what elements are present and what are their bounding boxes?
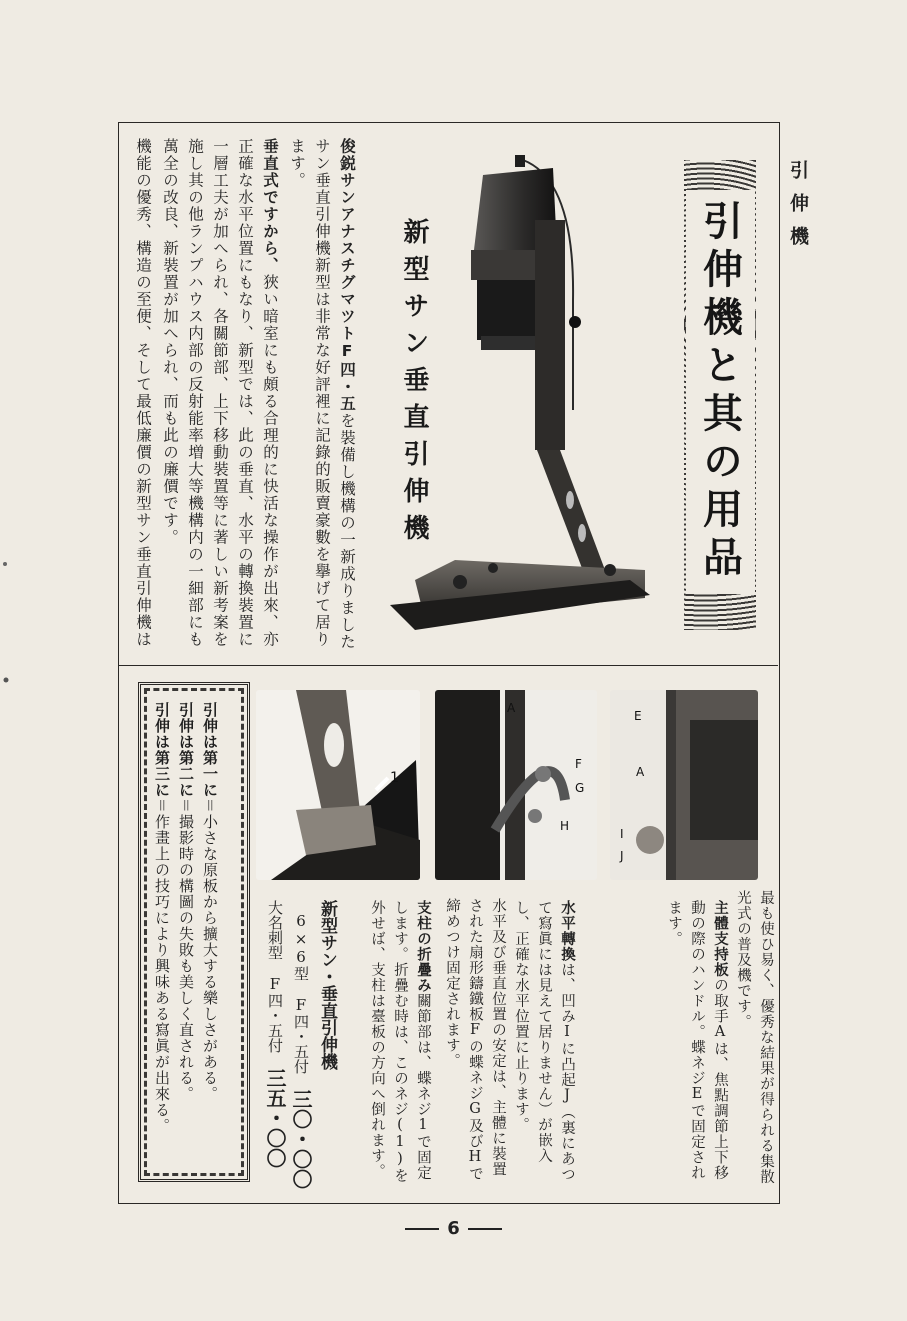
label-h: H	[560, 819, 570, 833]
intro-paragraph-1	[284, 138, 359, 658]
support-plate-highlight: 主體支持板	[712, 900, 728, 978]
binding-marks	[2, 560, 10, 690]
benefit-line-2	[174, 702, 198, 1172]
intro-text	[128, 138, 359, 658]
price-model: 6×6型	[292, 912, 310, 981]
label-i: I	[620, 827, 624, 841]
banner-title-panel	[684, 160, 756, 630]
price-row-meishi	[262, 900, 288, 1190]
folding-column-paragraph	[365, 900, 434, 1190]
support-plate-text	[662, 890, 777, 1190]
benefit-label: 引伸は第三に	[153, 702, 171, 798]
label-e: E	[634, 709, 642, 723]
product-title: 新型サン垂直引伸機	[399, 218, 429, 551]
intro-paragraph-3: 機能の優秀、構造の至便、そして最低廉價の新型サン垂直引伸機は	[134, 138, 152, 648]
benefit-line-3	[150, 702, 174, 1172]
intro-paragraph-1-text: を裝備し機構の一新成りましたサン垂直引伸機新型は非常な好評裡に記錄的販賣豪數を擧げて居ります。	[288, 138, 356, 651]
benefit-line-1	[198, 702, 222, 1172]
folding-column-highlight: 支柱の折疊み	[415, 900, 431, 993]
intro-paragraph-2-text: 狹い暗室にも頗る合理的に快活な操作が出來、亦正確な水平位置にもなり、新型では、此の垂直、水平の轉換裝置に一層工夫が加へられ、各關節部、上下移動裝置等に著しい新考案を施し其の他ランプハウス内部の反射能率増大等機構内の一細部にも萬全の改良、新裝置が加へられ、而も此の廉價です。	[161, 138, 279, 648]
price-heading: 新型サン・垂直引伸機	[317, 900, 337, 1070]
label-a2: A	[636, 765, 645, 779]
tilt-joint-photo	[610, 690, 758, 880]
folding-column-text	[365, 890, 434, 1190]
price-amount: 三五・〇〇	[263, 1068, 287, 1168]
horizontal-switch-highlight: 水平轉換	[559, 900, 575, 962]
benefit-label: 引伸は第一に	[201, 702, 219, 798]
price-lens: F四・五付	[266, 975, 284, 1053]
price-row-6x6	[288, 912, 314, 1190]
fan-plate-photo	[435, 690, 597, 880]
column-joint-photo	[256, 690, 420, 880]
section-divider	[118, 665, 778, 666]
popular-model-text: 最も使ひ易く、優秀な結果が得られる集散光式の普及機です。	[735, 890, 774, 1185]
page-number: 6	[0, 1218, 907, 1239]
label-j: J	[620, 849, 624, 863]
section-tab: 引伸機	[787, 160, 809, 259]
benefit-text: ＝作畫上の技巧により興味ある寫眞が出來る。	[153, 798, 171, 1134]
benefit-label: 引伸は第二に	[177, 702, 195, 798]
benefit-text: ＝撮影時の構圖の失敗も美しく直される。	[177, 798, 195, 1102]
price-lens: F四・五付	[292, 996, 310, 1074]
intro-lens-highlight: 俊鋭サンアナスチグマツトF四・五	[338, 138, 356, 413]
support-plate-paragraph	[662, 900, 731, 1190]
folding-column-paragraph-text: 關節部は、蝶ネジ1で固定します。折疊む時は、このネジ(1)を外せば、支柱は臺板の方向へ倒れます。	[369, 900, 431, 1184]
enlarging-benefits-text	[150, 702, 222, 1172]
label-g: G	[575, 781, 585, 795]
horizontal-switch-paragraph-text: は、凹みIに凸起J（裏にあつて寫眞には見えて居りません）が嵌入し、正確な水平位置に止ります。	[513, 900, 575, 1182]
price-list	[262, 900, 340, 1190]
banner-title: 引伸機と其の用品	[686, 190, 755, 594]
label-f: F	[575, 757, 582, 771]
horizontal-switch-paragraph	[509, 900, 578, 1190]
intro-paragraph-2	[157, 138, 282, 658]
label-a: A	[507, 701, 516, 715]
support-plate-paragraph-text: の取手Aは、焦點調節上下移動の際のハンドル。蝶ネジEで固定されます。	[666, 900, 728, 1181]
intro-vertical-highlight: 垂直式ですから、	[261, 138, 279, 274]
horizontal-switch-text	[440, 890, 578, 1190]
stability-text: 水平及び垂直位置の安定は、主體に裝置された扇形鑄鐵板Fの蝶ネジG及びHで締めつけ固定されます。	[444, 898, 506, 1182]
label-1: 1	[390, 770, 399, 786]
price-amount: 三〇・〇〇	[289, 1089, 313, 1189]
price-model: 大名刺型	[266, 900, 284, 960]
benefit-text: ＝小さな原板から擴大する樂しさがある。	[201, 798, 219, 1102]
